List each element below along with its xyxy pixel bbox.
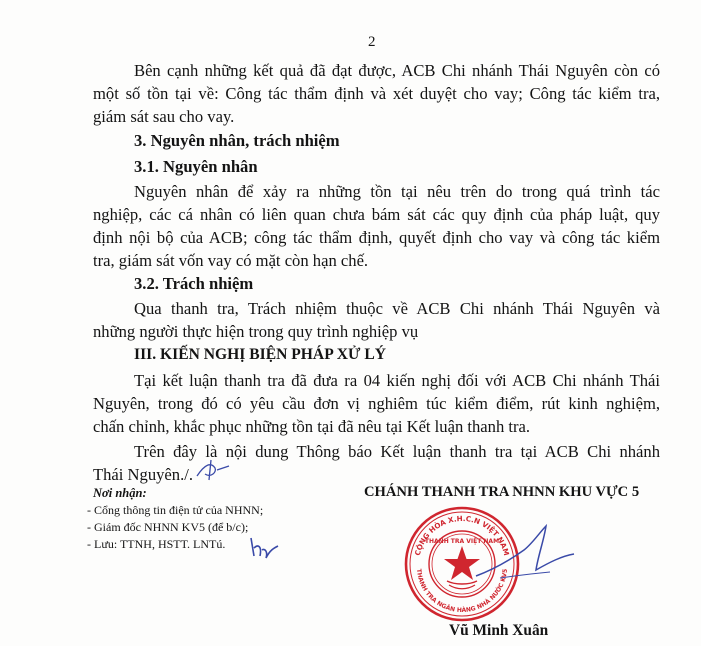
cause-line-2: nghiệp, các cá nhân có liên quan chưa bám sát các quy định của pháp luật, quy bbox=[93, 205, 660, 224]
responsibility-line-2: những người thực hiện trong quy trình nghiệp vụ bbox=[93, 322, 419, 341]
initial-flourish bbox=[193, 458, 233, 482]
recipient-item-2: - Giám đốc NHNN KV5 (để b/c); bbox=[87, 520, 249, 534]
cause-line-1: Nguyên nhân để xảy ra những tồn tại nêu trên do trong quá trình tác bbox=[134, 182, 660, 201]
recipient-item-1: - Cổng thông tin điện tử của NHNN; bbox=[87, 503, 264, 517]
heading-III: III. KIẾN NGHỊ BIỆN PHÁP XỬ LÝ bbox=[134, 346, 386, 363]
cause-line-3: định nội bộ của ACB; công tác thẩm định, quyết định cho vay và công tác kiểm bbox=[93, 228, 660, 247]
intro-line-2: một số tồn tại về: Công tác thẩm định và xét duyệt cho vay; Công tác kiểm tra, bbox=[93, 84, 660, 103]
svg-text:THANH TRA NGÂN HÀNG NHÀ NƯỚC K: THANH TRA NGÂN HÀNG NHÀ NƯỚC KV5 bbox=[415, 568, 509, 615]
signature-title: CHÁNH THANH TRA NHNN KHU VỰC 5 bbox=[364, 484, 640, 500]
handwritten-signature bbox=[470, 520, 580, 590]
intro-line-3: giám sát sau cho vay. bbox=[93, 107, 235, 126]
recommend-line-3: chấn chỉnh, khắc phục những tồn tại đã nêu tại Kết luận thanh tra. bbox=[93, 417, 531, 436]
responsibility-line-1: Qua thanh tra, Trách nhiệm thuộc về ACB Chi nhánh Thái Nguyên và bbox=[134, 299, 660, 318]
heading-3: 3. Nguyên nhân, trách nhiệm bbox=[134, 131, 340, 150]
signer-name: Vũ Minh Xuân bbox=[449, 622, 549, 639]
recommend-line-1: Tại kết luận thanh tra đã đưa ra 04 kiến nghị đối với ACB Chi nhánh Thái bbox=[134, 371, 660, 390]
recipient-item-3: - Lưu: TTNH, HSTT. LNTú. bbox=[87, 537, 226, 551]
page-number: 2 bbox=[368, 34, 376, 50]
closing-line-2: Thái Nguyên./. bbox=[93, 465, 194, 484]
intro-line-1: Bên cạnh những kết quả đã đạt được, ACB Chi nhánh Thái Nguyên còn có bbox=[134, 61, 660, 80]
closing-line-1: Trên đây là nội dung Thông báo Kết luận thanh tra tại ACB Chi nhánh bbox=[134, 442, 660, 461]
recipients-title: Nơi nhận: bbox=[93, 486, 147, 500]
heading-3-1: 3.1. Nguyên nhân bbox=[134, 157, 258, 176]
cause-line-4: tra, giám sát vốn vay có mặt còn hạn chế. bbox=[93, 251, 369, 270]
svg-text:THANH TRA VIỆT NAM: THANH TRA VIỆT NAM bbox=[424, 538, 500, 545]
recommend-line-2: Nguyên, trong đó có yêu cầu đơn vị nghiêm túc kiểm điểm, rút kinh nghiệm, bbox=[93, 394, 660, 413]
initials-mark bbox=[248, 532, 280, 562]
svg-text:CỘNG HÒA X.H.C.N VIỆT NAM: CỘNG HÒA X.H.C.N VIỆT NAM bbox=[412, 513, 512, 557]
heading-3-2: 3.2. Trách nhiệm bbox=[134, 274, 254, 293]
